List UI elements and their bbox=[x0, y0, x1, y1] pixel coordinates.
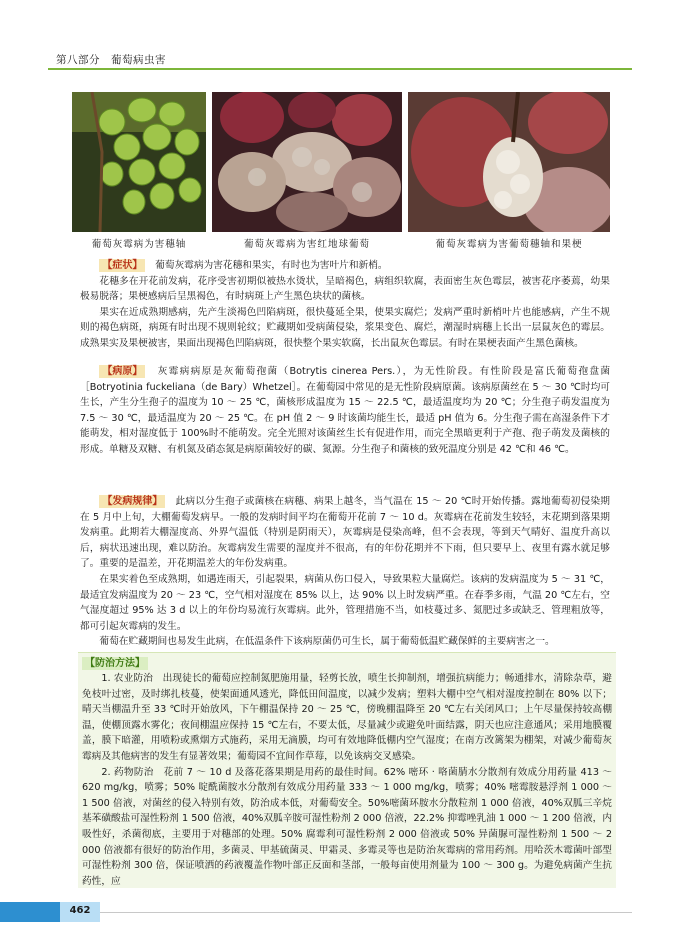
paragraph: 花穗多在开花前发病，花序受害初期似被热水烫状，呈暗褐色，病组织软腐，表面密生灰色霉层，被害花序萎蔫，幼果极易脱落；果梗感病后呈黑褐色，有时病斑上产生黑色块状的菌核。 bbox=[80, 275, 610, 303]
photo-caption: 葡萄灰霉病为害葡萄穗轴和果梗 bbox=[435, 239, 583, 250]
footer-rule bbox=[100, 912, 632, 913]
section-header: 第八部分 葡萄病虫害 bbox=[56, 54, 166, 66]
paragraph: 2. 药物防治 花前 7 ～ 10 d 及落花落果期是用药的最佳时间。62% 嘧环 · 咯菌腈水分散剂有效成分用药量 413 ～ 620 mg/kg，喷雾；50% 啶酰菌胺水分散剂有效成分用药量 333 ～ 1 000 mg/kg，喷雾；40% 嘧霉胺悬浮剂 1 000 ～ 1 500 倍液，对菌丝的侵入特别有效，防治成本低，对葡萄安全。50%嘧菌环胺水分散粒剂 1 000 倍液，40%双胍三辛烷基苯磺酸盐可湿性粉剂 1 500 倍液，40%双胍辛胺可湿性粉剂 2 000 倍液，22.2% 抑霉唑乳油 1 000 ～ 1 200 倍液，内吸性好，杀菌彻底，主要用于对穗部的处理。50% 腐霉利可湿性粉剂 2 000 倍液或 50% 异菌脲可湿性粉剂 1 500 ～ 2 000 倍液都有很好的防治作用，多菌灵、甲基硫菌灵、甲霜灵、多霉灵等也是防治灰霉病的常用药剂。用哈茨木霉菌叶部型可湿性粉剂 300 倍，保证喷洒的药液覆盖作物叶部正反面和茎部，一般每亩使用剂量为 100 ～ 300 g。为避免病菌产生抗药性，应 bbox=[82, 766, 613, 887]
paragraph-text: 灰霉病病原是灰葡萄孢菌（Botrytis cinerea Pers.），为无性阶段。有性阶段是富氏葡萄孢盘菌［Botryotinia fuckeliana（de Bary）Whetzel］。在葡萄园中常见的是无性阶段病原菌。该病原菌丝在 5 ～ 30 ℃时均可生长，产生分生孢子的温度为 10 ～ 25 ℃，菌核形成温度为 15 ～ 22.5 ℃，最适温度均为 20 ℃；分生孢子萌发温度为 7.5 ～ 30 ℃，最适温度为 20 ～ 25 ℃。在 pH 值 2 ～ 9 时该菌均能生长，最适 pH 值为 6。分生孢子需在高湿条件下才能萌发，相对湿度低于 100%时不能萌发。完全光照对该菌丝生长有促进作用，而完全黑暗更利于产孢、孢子萌发及菌核的形成。单糖及双糖、有机氮及硝态氮是病原菌较好的碳、氮源。分生孢子和菌核的致死温度分别是 42 ℃和 46 ℃。 bbox=[80, 366, 611, 455]
header-rule bbox=[48, 68, 632, 70]
paragraph bbox=[80, 258, 610, 274]
control-text bbox=[82, 671, 612, 889]
paragraph: 1. 农业防治 出现徒长的葡萄应控制氮肥施用量，轻剪长放，喷生长抑制剂，增强抗病能力；畅通排水，清除杂草，避免枝叶过密，及时绑扎枝蔓，使架面通风透光，降低田间温度，以减少发病；塑料大棚中空气相对湿度控制在 80% 以下；晴天当棚温升至 33 ℃时开始放风，下午棚温保持 20 ～ 25 ℃，傍晚棚温降至 20 ℃左右关闭风口；上午尽量保持较高棚温，使棚顶露水雾化；夜间棚温应保持 15 ℃左右，不要太低，尽量减少或避免叶面结露，阴天也应注意通风；采用地膜覆盖，膜下暗灌，用喷粉或熏烟方式施药，采用无滴膜，均可有效地降低棚内空气湿度；在南方改篱架为棚架，对减少葡萄灰霉病及其他病害的发生有显著效果；葡萄园不宜间作草莓，以免该病交叉感染。 bbox=[82, 673, 612, 762]
paragraph: 在果实着色至成熟期，如遇连雨天，引起裂果，病菌从伤口侵入，导致果粒大量腐烂。该病的发病温度为 5 ～ 31 ℃，最适宜发病温度为 20 ～ 23 ℃，空气相对湿度在 85% 以上，达 90% 以上时发病严重。在春季多雨，气温 20 ℃左右，空气湿度超过 95% 达 3 d 以上的年份均易流行灰霉病。此外，管理措施不当，如枝蔓过多、氮肥过多或缺乏、管理粗放等，都可引起灰霉病的发生。 bbox=[80, 573, 610, 632]
photo-grape-stem bbox=[72, 92, 206, 232]
paragraph-text: 此病以分生孢子或菌核在病穗、病果上越冬，当气温在 15 ～ 20 ℃时开始传播。露地葡萄初侵染期在 5 月中上旬，大棚葡萄发病早。一般的发病时间平均在葡萄开花前 7 ～ 10 d。灰霉病在花前发生较轻，末花期到落果期发病重。此期若大棚湿度高、外界气温低（特别是阴雨天），灰霉病是侵染高峰，但不会表现，等到天气晴好、温度升高以后，病状迅速出现，难以防治。灰霉病发生需要的湿度并不很高，有的年份花期并不下雨，但只要早上、夜里有露水就足够了。重要的是温差，开花期温差大的年份发病重。 bbox=[80, 496, 610, 570]
disease-pattern-section bbox=[80, 494, 610, 650]
section-tag: 【发病规律】 bbox=[99, 495, 165, 508]
paragraph-text: 葡萄灰霉病为害花穗和果实，有时也为害叶片和新梢。 bbox=[155, 260, 388, 271]
pathogen-section bbox=[80, 364, 610, 458]
page-number: 462 bbox=[69, 905, 91, 916]
section-tag: 【病原】 bbox=[99, 365, 145, 378]
photo-caption: 葡萄灰霉病为害穗轴 bbox=[91, 239, 187, 250]
footer-bar bbox=[0, 902, 680, 922]
photo-grape-pedicel bbox=[408, 92, 610, 232]
section-tag: 【防治方法】 bbox=[82, 657, 148, 670]
paragraph bbox=[80, 364, 610, 458]
control-methods-box bbox=[78, 652, 616, 888]
photo-red-globe-grape bbox=[212, 92, 402, 232]
footer-accent bbox=[0, 902, 60, 922]
photo-caption: 葡萄灰霉病为害红地球葡萄 bbox=[243, 239, 370, 250]
symptoms-section bbox=[80, 258, 610, 352]
section-tag: 【症状】 bbox=[99, 259, 145, 272]
paragraph: 葡萄在贮藏期间也易发生此病，在低温条件下该病原菌仍可生长，属于葡萄低温贮藏保鲜的主要病害之一。 bbox=[99, 636, 555, 648]
paragraph bbox=[80, 494, 610, 572]
paragraph: 果实在近成熟期感病，先产生淡褐色凹陷病斑，很快蔓延全果，使果实腐烂；发病严重时新梢叶片也能感病，产生不规则的褐色病斑，病斑有时出现不规则轮纹；贮藏期如受病菌侵染，浆果变色、腐烂，潮湿时病穗上长出一层鼠灰色的霉层。成熟果实及果梗被害，果面出现褐色凹陷病斑，很快整个果实软腐，长出鼠灰色霉层。有时在果梗表面产生黑色菌核。 bbox=[80, 306, 610, 349]
